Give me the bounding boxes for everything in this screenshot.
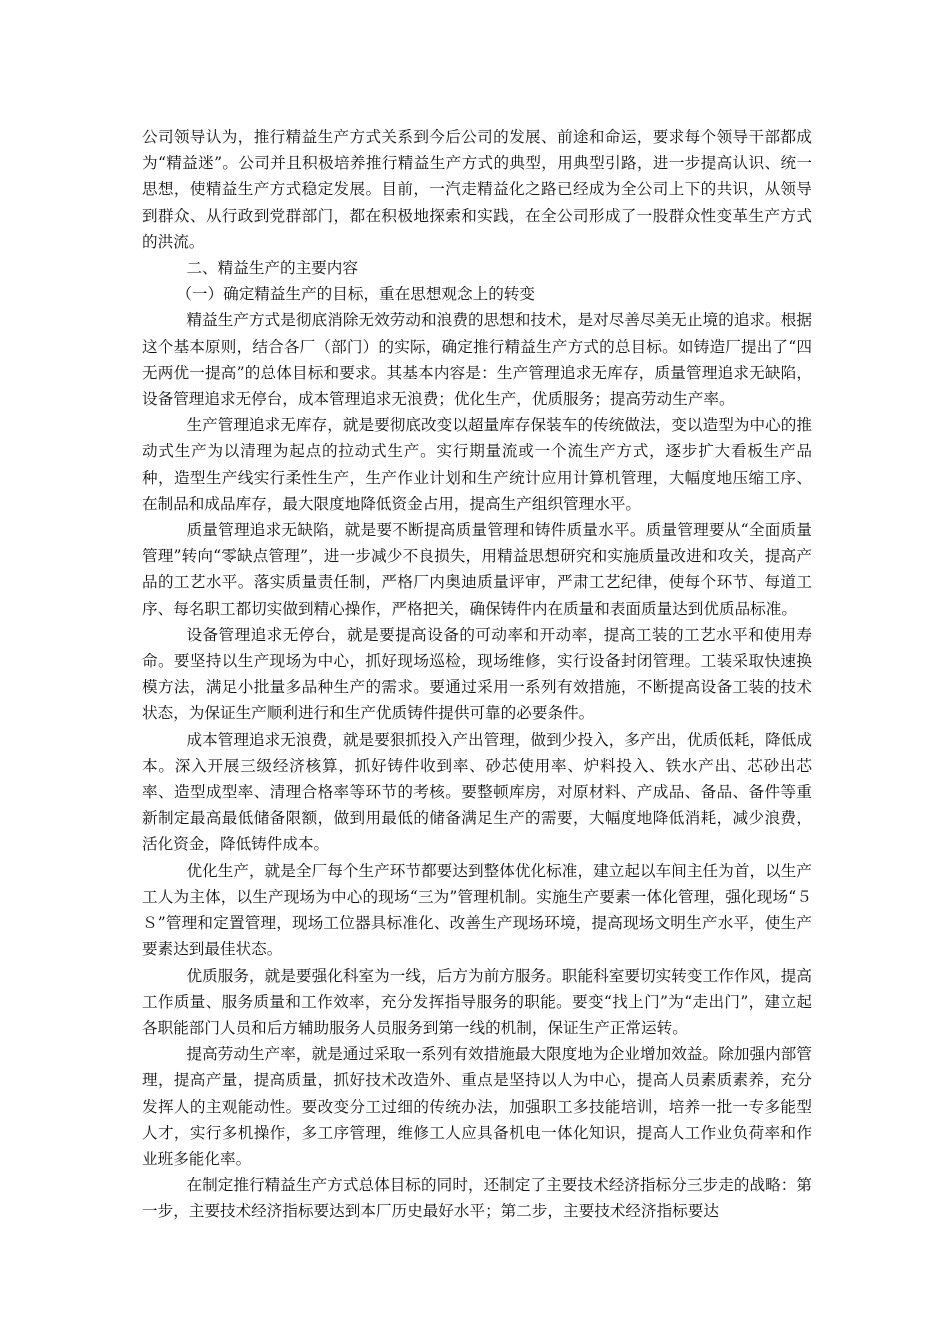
paragraph: 公司领导认为，推行精益生产方式关系到今后公司的发展、前途和命运，要求每个领导干部都成为“精益迷”。公司并且积极培养推行精益生产方式的典型，用典型引路，进一步提高认识、统一思想，使精益生产方式稳定发展。目前，一汽走精益化之路已经成为全公司上下的共识，从领导到群众、从行政到党群部门，都在积极地探索和实践，在全公司形成了一股群众性变革生产方式的洪流。: [142, 128, 812, 251]
paragraph: 质量管理追求无缺陷，就是要不断提高质量管理和铸件质量水平。质量管理要从“全面质量管理”转向“零缺点管理”，进一步减少不良损失，用精益思想研究和实施质量改进和攻关，提高产品的工艺水平。落实质量责任制，严格厂内奥迪质量评审，严肃工艺纪律，使每个环节、每道工序、每名职工都切实做到精心操作，严格把关，确保铸件内在质量和表面质量达到优质品标准。: [142, 521, 812, 618]
document-body: [142, 124, 812, 1225]
section-heading: 二、精益生产的主要内容: [186, 259, 358, 278]
paragraph: 在制定推行精益生产方式总体目标的同时，还制定了主要技术经济指标分三步走的战略：第一步，主要技术经济指标要达到本厂历史最好水平；第二步，主要技术经济指标要达: [142, 1176, 812, 1221]
paragraph: 设备管理追求无停台，就是要提高设备的可动率和开动率，提高工装的工艺水平和使用寿命。要坚持以生产现场为中心，抓好现场巡检，现场维修，实行设备封闭管理。工装采取快速换模方法，满足小批量多品种生产的需求。要通过采用一系列有效措施，不断提高设备工装的技术状态，为保证生产顺利进行和生产优质铸件提供可靠的必要条件。: [142, 625, 812, 723]
paragraph: 提高劳动生产率，就是通过采取一系列有效措施最大限度地为企业增加效益。除加强内部管理，提高产量，提高质量，抓好技术改造外、重点是坚持以人为中心，提高人员素质素养，充分发挥人的主观能动性。要改变分工过细的传统办法，加强职工多技能培训，培养一批一专多能型人才，实行多机操作，多工序管理，维修工人应具备机电一体化知识，提高人工作业负荷率和作业班多能化率。: [142, 1045, 812, 1168]
paragraph: 精益生产方式是彻底消除无效劳动和浪费的思想和技术，是对尽善尽美无止境的追求。根据这个基本原则，结合各厂（部门）的实际，确定推行精益生产方式的总目标。如铸造厂提出了“四无两优一提高”的总体目标和要求。其基本内容是：生产管理追求无库存，质量管理追求无缺陷，设备管理追求无停台，成本管理追求无浪费；优化生产，优质服务；提高劳动生产率。: [142, 311, 812, 409]
paragraph: 优质服务，就是要强化科室为一线，后方为前方服务。职能科室要切实转变工作作风，提高工作质量、服务质量和工作效率，充分发挥指导服务的职能。要变“找上门”为“走出门”，建立起各职能部门人员和后方辅助服务人员服务到第一线的机制，保证生产正常运转。: [142, 966, 812, 1037]
paragraph: 生产管理追求无库存，就是要彻底改变以超量库存保装车的传统做法，变以造型为中心的推动式生产为以清理为起点的拉动式生产。实行期量流或一个流生产方式，逐步扩大看板生产品种，造型生产线实行柔性生产，生产作业计划和生产统计应用计算机管理，大幅度地压缩工序、在制品和成品库存，最大限度地降低资金占用，提高生产组织管理水平。: [142, 416, 812, 513]
paragraph: 优化生产，就是全厂每个生产环节都要达到整体优化标准，建立起以车间主任为首，以生产工人为主体，以生产现场为中心的现场“三为”管理机制。实施生产要素一体化管理，强化现场“５Ｓ”管理和定置管理，现场工位器具标准化、改善生产现场环境，提高现场文明生产水平，使生产要素达到最佳状态。: [142, 861, 812, 959]
paragraph: 成本管理追求无浪费，就是要狠抓投入产出管理，做到少投入，多产出，优质低耗，降低成本。深入开展三级经济核算，抓好铸件收到率、砂芯使用率、炉料投入、铁水产出、芯砂出芯率、造型成型率、清理合格率等环节的考核。要整顿库房，对原材料、产成品、备品、备件等重新制定最高最低储备限额，做到用最低的储备满足生产的需要，大幅度地降低消耗，减少浪费，活化资金，降低铸件成本。: [142, 730, 812, 854]
subsection-heading: （一）确定精益生产的目标，重在思想观念上的转变: [176, 285, 535, 304]
